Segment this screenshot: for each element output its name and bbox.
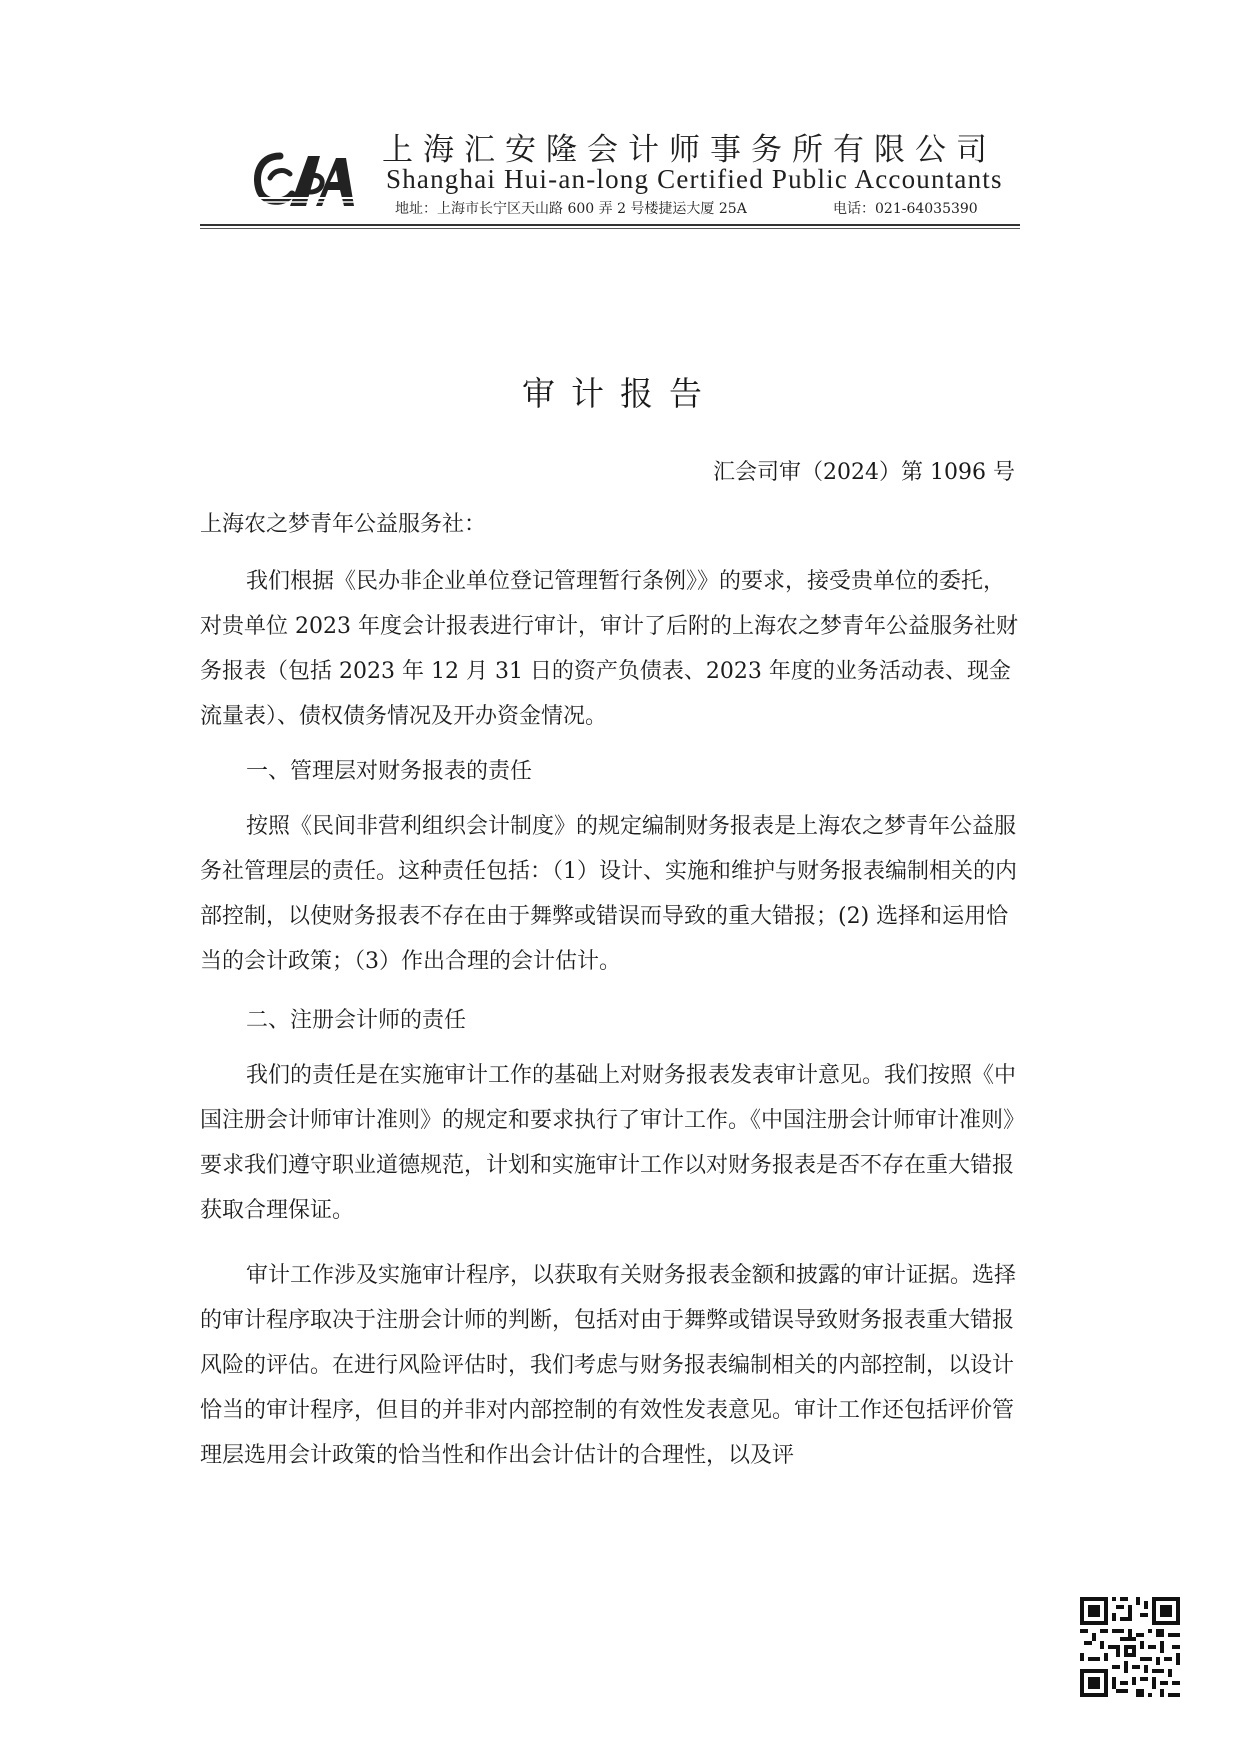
header-divider-thin xyxy=(200,228,1020,229)
letterhead xyxy=(200,120,1020,240)
report-number: 汇会司审（2024）第 1096 号 xyxy=(713,460,1015,485)
section2-paragraph-1: 我们的责任是在实施审计工作的基础上对财务报表发表审计意见。我们按照《中国注册会计师审计准则》的规定和要求执行了审计工作。《中国注册会计师审计准则》要求我们遵守职业道德规范，计划和实施审计工作以对财务报表是否不存在重大错报获取合理保证。 xyxy=(200,1063,1017,1223)
firm-phone: 电话：021-64035390 xyxy=(833,201,978,217)
firm-logo-icon xyxy=(250,148,360,210)
section2-heading: 二、注册会计师的责任 xyxy=(246,1008,467,1033)
intro-paragraph: 我们根据《民办非企业单位登记管理暂行条例》》的要求，接受贵单位的委托，对贵单位 2023 年度会计报表进行审计，审计了后附的上海农之梦青年公益服务社财务报表（包括 2023 年 12 月 31 日的资产负债表、2023 年度的业务活动表、现金流量表）、债权债务情况及开办资金情况。 xyxy=(200,569,1018,729)
firm-name-en: Shanghai Hui-an-long Certified Public Accountants xyxy=(386,164,1003,194)
section1-heading: 一、管理层对财务报表的责任 xyxy=(246,759,533,784)
report-title: 审计报告 xyxy=(522,374,718,413)
section1-paragraph: 按照《民间非营利组织会计制度》的规定编制财务报表是上海农之梦青年公益服务社管理层的责任。这种责任包括：（1）设计、实施和维护与财务报表编制相关的内部控制，以使财务报表不存在由于舞弊或错误而导致的重大错报；(2) 选择和运用恰当的会计政策；（3）作出合理的会计估计。 xyxy=(200,814,1017,974)
firm-address: 地址：上海市长宁区天山路 600 弄 2 号楼捷运大厦 25A xyxy=(395,201,747,217)
header-divider xyxy=(200,224,1020,226)
addressee: 上海农之梦青年公益服务社： xyxy=(200,512,487,537)
firm-name-cn: 上海汇安隆会计师事务所有限公司 xyxy=(382,132,997,168)
section2-paragraph-2: 审计工作涉及实施审计程序，以获取有关财务报表金额和披露的审计证据。选择的审计程序取决于注册会计师的判断，包括对由于舞弊或错误导致财务报表重大错报风险的评估。在进行风险评估时，我们考虑与财务报表编制相关的内部控制，以设计恰当的审计程序，但目的并非对内部控制的有效性发表意见。审计工作还包括评价管理层选用会计政策的恰当性和作出会计估计的合理性，以及评 xyxy=(200,1263,1017,1468)
report-body xyxy=(200,502,1022,1478)
qr-code-icon xyxy=(1080,1597,1180,1697)
